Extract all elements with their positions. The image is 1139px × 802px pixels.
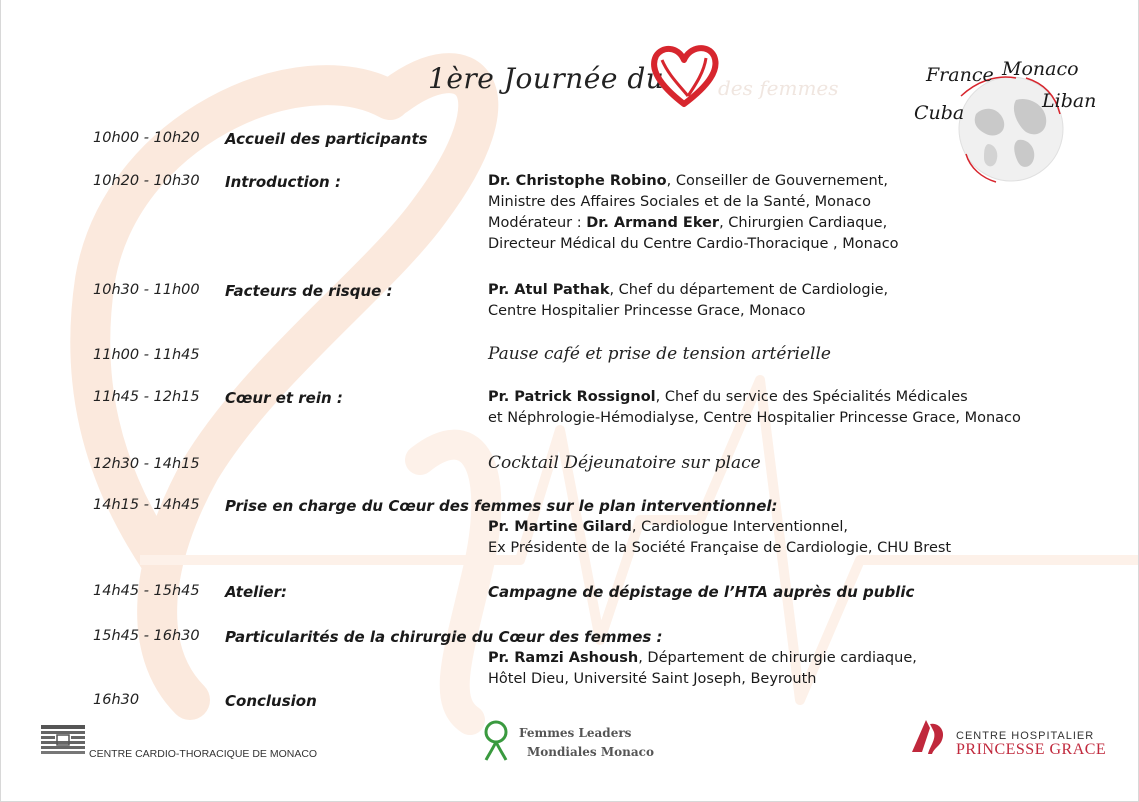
country-cuba: Cuba [914, 102, 965, 124]
speaker-line: Hôtel Dieu, Université Saint Joseph, Beyrouth [488, 671, 817, 687]
speaker-block [488, 171, 899, 255]
globe-logo [906, 50, 1106, 186]
country-liban: Liban [1042, 90, 1097, 112]
speaker-line: Pr. Atul Pathak, Chef du département de Cardiologie, [488, 282, 889, 298]
time-slot: 14h45 - 15h45 [93, 583, 200, 599]
princesse-grace-logo [908, 714, 1108, 764]
session-topic: Accueil des participants [225, 130, 428, 148]
time-slot: 15h45 - 16h30 [93, 628, 200, 644]
time-slot: 10h00 - 10h20 [93, 130, 200, 146]
time-slot: 11h00 - 11h45 [93, 347, 200, 363]
heart-icon [648, 44, 720, 110]
femmes-leaders-line1: Femmes Leaders [519, 726, 632, 740]
speaker-line: Pr. Ramzi Ashoush, Département de chirurgie cardiaque, [488, 650, 917, 666]
page-border-left [0, 0, 1, 802]
time-slot: 14h15 - 14h45 [93, 497, 200, 513]
speaker-line: Centre Hospitalier Princesse Grace, Monaco [488, 303, 806, 319]
cardio-thoracique-name: CENTRE CARDIO-THORACIQUE DE MONACO [89, 748, 318, 760]
speaker-line: Modérateur : Dr. Armand Eker, Chirurgien Cardiaque, [488, 215, 888, 231]
leaf-figure-icon [482, 718, 510, 762]
page-title [428, 56, 848, 116]
session-topic: Atelier: [225, 583, 287, 601]
speaker-line: Ex Présidente de la Société Française de Cardiologie, CHU Brest [488, 540, 952, 556]
time-slot: 12h30 - 14h15 [93, 456, 200, 472]
princess-silhouette-icon [908, 714, 952, 754]
time-slot: 11h45 - 12h15 [93, 389, 200, 405]
speaker-line: Pr. Martine Gilard, Cardiologue Interventionnel, [488, 519, 849, 535]
country-france: France [926, 64, 994, 86]
time-slot: 10h30 - 11h00 [93, 282, 200, 298]
speaker-block [488, 517, 951, 559]
session-topic: Facteurs de risque : [225, 282, 393, 300]
time-slot: 10h20 - 10h30 [93, 173, 200, 189]
session-topic: Prise en charge du Cœur des femmes sur le plan interventionnel: [225, 497, 778, 515]
femmes-leaders-line2: Mondiales Monaco [527, 745, 654, 759]
country-monaco: Monaco [1002, 58, 1079, 80]
session-topic: Particularités de la chirurgie du Cœur des femmes : [225, 628, 663, 646]
speaker-line: et Néphrologie-Hémodialyse, Centre Hospitalier Princesse Grace, Monaco [488, 410, 1021, 426]
session-topic: Conclusion [225, 692, 317, 710]
speaker-block [488, 648, 917, 690]
speaker-line: Directeur Médical du Centre Cardio-Thoracique , Monaco [488, 236, 899, 252]
hospital-line1: CENTRE HOSPITALIER [956, 730, 1095, 742]
femmes-leaders-logo [482, 718, 682, 768]
time-slot: 16h30 [93, 692, 140, 708]
hospital-line2: PRINCESSE GRACE [956, 741, 1107, 758]
speaker-block [488, 387, 1021, 429]
speaker-line: Dr. Christophe Robino, Conseiller de Gouvernement, [488, 173, 888, 189]
session-topic: Cœur et rein : [225, 389, 343, 407]
speaker-line: Pr. Patrick Rossignol, Chef du service des Spécialités Médicales [488, 389, 968, 405]
title-text: 1ère Journée du [428, 62, 665, 95]
workshop-title: Campagne de dépistage de l’HTA auprès du public [488, 583, 915, 601]
session-topic: Introduction : [225, 173, 341, 191]
break-label: Cocktail Déjeunatoire sur place [488, 453, 761, 473]
cardio-thoracique-logo [41, 723, 341, 763]
speaker-block [488, 280, 888, 322]
building-icon [41, 723, 85, 759]
break-label: Pause café et prise de tension artérielle [488, 344, 831, 364]
title-faded-text: des femmes [718, 76, 839, 100]
speaker-line: Ministre des Affaires Sociales et de la Santé, Monaco [488, 194, 871, 210]
